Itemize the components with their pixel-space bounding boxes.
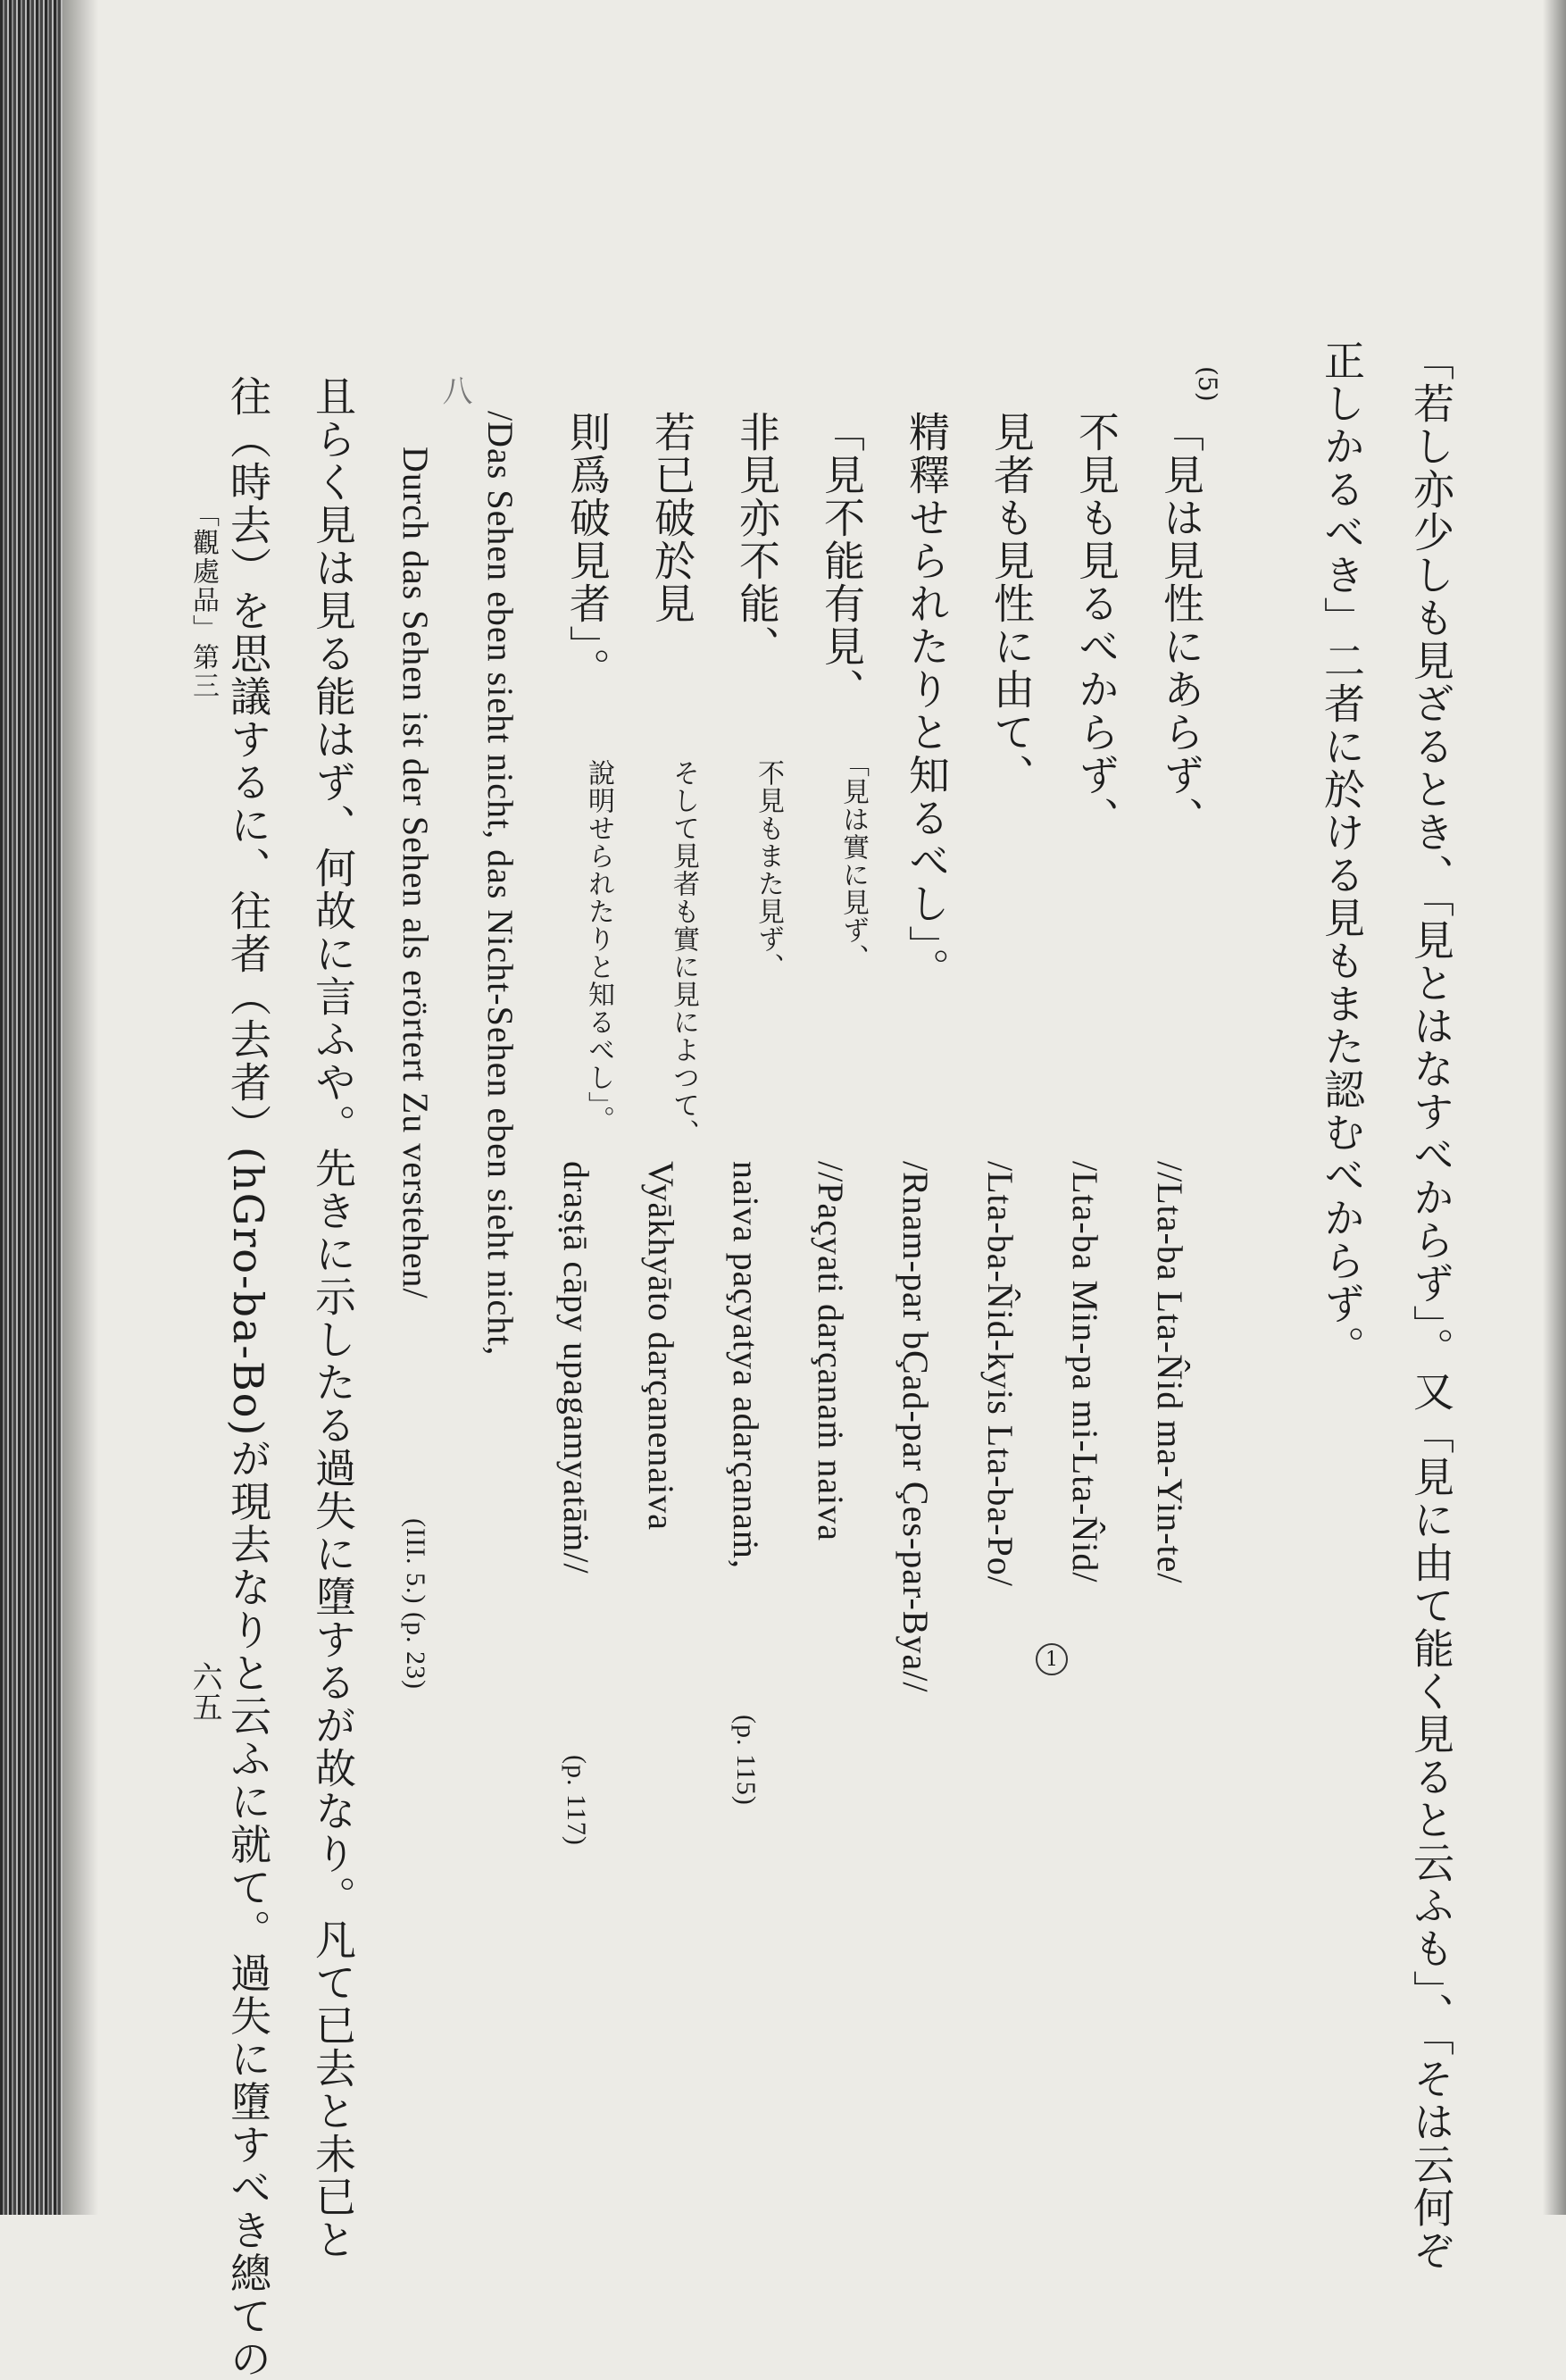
tibetan-line-2: /Lta-ba Min-pa mi-Lta-N̂id/ — [1065, 1161, 1105, 1583]
gloss-line-3: そして見者も實に見によつて、 — [668, 759, 699, 1147]
verse-line-3: 見者も見性に由て、 — [987, 411, 1036, 797]
sanskrit-ref-117: (p. 117) — [562, 1755, 591, 1846]
sanskrit-ref-115: (p. 115) — [731, 1715, 761, 1806]
gloss-line-2: 不見もまた見ず、 — [753, 759, 784, 981]
sanskrit-line-3: Vyākhyāto darçanenaiva — [641, 1161, 681, 1532]
verse-line-5: 「見不能有見、 — [818, 411, 866, 711]
german-line-2: Durch das Sehen ist der Sehen als erörtert Zu verstehen/ — [396, 447, 436, 1299]
german-ref: (III. 5.) (p. 23) — [401, 1518, 430, 1690]
verse-line-7: 若已破於見 — [648, 411, 696, 625]
gloss-line-4: 說明せられたりと知るべし」。 — [583, 759, 614, 1133]
chapter-footer: 「觀處品」第三 — [187, 500, 219, 700]
sanskrit-line-2: naiva paçyatya adarçanaṁ, — [726, 1161, 766, 1569]
verse-line-4: 精釋せられたりと知るべし」。 — [903, 411, 951, 990]
note-number-5: (5) — [1193, 366, 1222, 402]
sanskrit-line-4: draṣṭā cāpy upagamyatāṁ// — [556, 1161, 596, 1574]
book-spine-shadow — [0, 0, 62, 2215]
text-line-2: 正しかるべき」二者に於ける見もまた認むべからず。 — [1318, 339, 1366, 1368]
section-mark: 八 — [437, 375, 472, 405]
prose-line-1: 且らく見は見る能はず、何故に言ふや。先きに示したる過失に墮するが故なり。凡て已去と未已と — [309, 375, 357, 2261]
verse-line-6: 非見亦不能、 — [733, 411, 781, 668]
tibetan-line-3: /Lta-ba-N̂id-kyis Lta-ba-Po/ — [980, 1161, 1020, 1587]
tibetan-line-1: //Lta-ba Lta-N̂id ma-Yin-te/ — [1150, 1161, 1190, 1584]
text-line-1: 「若し亦少しも見ざるとき、「見とはなすべからず」。又「見に由て能く見ると云ふも」、「そは云何ぞ — [1407, 339, 1455, 2272]
gloss-line-1: 「見は實に見ず、 — [837, 750, 869, 972]
german-line-1: /Das Sehen eben sieht nicht, das Nicht-Sehen eben sieht nicht, — [480, 411, 521, 1357]
verse-line-2: 不見も見るべからず、 — [1072, 411, 1120, 839]
page-number: 六五 — [187, 1661, 222, 1722]
verse-line-1: 「見は見性にあらず、 — [1157, 411, 1205, 839]
footnote-marker-1: 1 — [1036, 1643, 1068, 1675]
spine-fade — [62, 0, 98, 2215]
verse-line-8: 則爲破見者」。 — [563, 411, 612, 690]
sanskrit-line-1: //Paçyati darçanaṁ naiva — [811, 1161, 851, 1542]
prose-line-2: 往（時去）を思議するに、往者（去者）(hGro-ba-Bo)が現去なりと云ふに就て。過失に墮すべき總ての — [224, 375, 272, 2380]
tibetan-line-4: /Rnam-par bÇad-par Çes-par-Bya// — [895, 1161, 936, 1693]
page-edge-shadow — [1543, 0, 1566, 2215]
